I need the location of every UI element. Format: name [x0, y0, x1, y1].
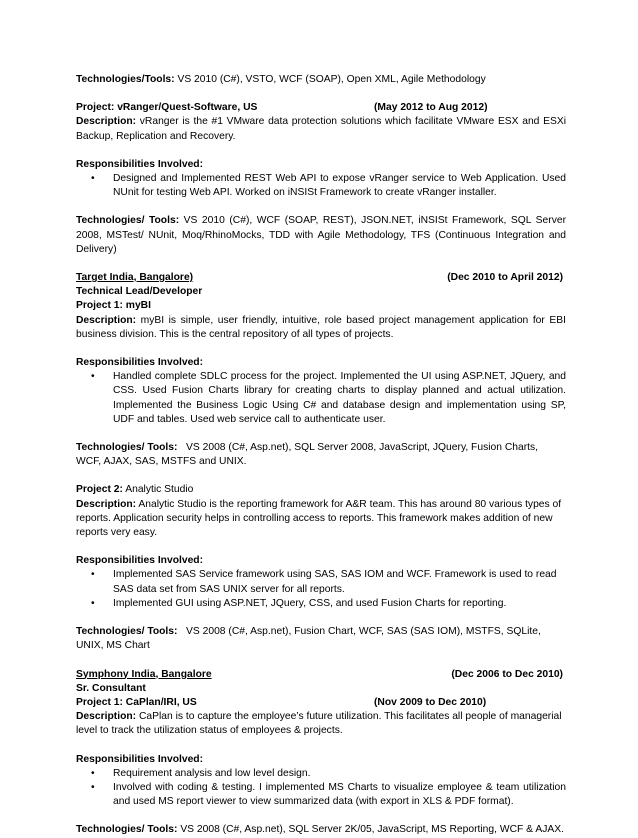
description-label: Description: — [76, 314, 137, 326]
project-title: Project 1: myBI — [76, 300, 151, 312]
technologies-value: VS 2008 (C#, Asp.net), SQL Server 2008, JavaScript, JQuery, Fusion Charts, WCF, AJAX, SAS, MSTFS and UNIX. — [76, 442, 541, 468]
project-title: Project: vRanger/Quest-Software, US — [76, 102, 258, 114]
company-name: Symphony India, Bangalore — [76, 668, 212, 680]
project-header — [76, 696, 566, 710]
technologies-line — [76, 441, 566, 469]
technologies-label: Technologies/ Tools: — [76, 442, 178, 454]
project-name: Analytic Studio — [122, 484, 194, 496]
bullet-icon: • — [91, 767, 95, 779]
list-item — [76, 172, 566, 200]
responsibilities-list — [76, 767, 566, 810]
list-item — [76, 597, 566, 611]
description-value: Analytic Studio is the reporting framework for A&R team. This has around 80 various types of reports. Application security helps in controlling access to reports. This framework makes addition of new reports very easy. — [76, 498, 562, 539]
technologies-label: Technologies/ Tools: — [76, 215, 180, 227]
project-date: (May 2012 to Aug 2012) — [374, 102, 488, 114]
company-name: Target India, Bangalore) — [76, 272, 194, 284]
responsibilities-list — [76, 568, 566, 611]
project-description — [76, 115, 566, 143]
technologies-value: VS 2008 (C#, Asp.net), Fusion Chart, WCF, SAS (SAS IOM), MSTFS, SQLite, UNIX, MS Chart — [76, 626, 544, 652]
technologies-line — [76, 625, 566, 653]
list-item-text: Handled complete SDLC process for the project. Implemented the UI using ASP.NET, JQuery, and CSS. Used Fusion Charts library for creating charts to display planned and actual utilization. Implemented the Business Logic Using C# and database design and implementation using SP, UDF and tables. Used web service call to authenticate user. — [113, 371, 566, 425]
list-item-text: Involved with coding & testing. I implemented MS Charts to visualize employee & team utilization and used MS report viewer to view summarized data (with export in XLS & PDF format). — [113, 781, 566, 808]
company-date: (Dec 2006 to Dec 2010) — [451, 668, 563, 680]
list-item — [76, 767, 566, 781]
list-item — [76, 781, 566, 809]
bullet-icon: • — [91, 173, 95, 185]
technologies-value: VS 2008 (C#, Asp.net), SQL Server 2K/05, JavaScript, MS Reporting, WCF & AJAX. — [177, 824, 564, 836]
tech-tools-line — [76, 73, 566, 87]
role-title: Technical Lead/Developer — [76, 286, 203, 298]
role-title: Sr. Consultant — [76, 682, 146, 694]
responsibilities-heading: Responsibilities Involved: — [76, 357, 204, 369]
technologies-line — [76, 214, 566, 257]
description-value: vRanger is the #1 VMware data protection solutions which facilitate VMware ESX and ESXi Backup, Replication and Recovery. — [76, 116, 566, 142]
bullet-icon: • — [91, 371, 95, 383]
project-date: (Nov 2009 to Dec 2010) — [374, 696, 487, 708]
project-description — [76, 498, 566, 541]
list-item — [76, 568, 566, 596]
responsibilities-heading: Responsibilities Involved: — [76, 555, 204, 567]
responsibilities-list — [76, 172, 566, 200]
technologies-value: VS 2010 (C#), WCF (SOAP, REST), JSON.NET, iNSISt Framework, SQL Server 2008, MSTest/ NUnit, Moq/RhinoMocks, TDD with Agile Methodology, TFS (Continuous Integration and Delivery) — [76, 215, 566, 255]
bullet-icon: • — [91, 569, 95, 581]
project-title: Project 1: CaPlan/IRI, US — [76, 696, 197, 708]
bullet-icon: • — [91, 781, 95, 793]
responsibilities-list — [76, 370, 566, 427]
responsibilities-heading: Responsibilities Involved: — [76, 158, 204, 170]
company-header — [76, 271, 566, 285]
tech-tools-value: VS 2010 (C#), VSTO, WCF (SOAP), Open XML, Agile Methodology — [174, 74, 486, 85]
project-title — [76, 483, 566, 497]
description-value: CaPlan is to capture the employee’s future utilization. This facilitates all people of managerial level to track the utilization status of employees & projects. — [76, 711, 562, 737]
list-item-text: Implemented SAS Service framework using SAS, SAS IOM and WCF. Framework is used to read SAS data set from SAS UNIX server for all reports. — [113, 569, 557, 595]
project-header — [76, 101, 566, 115]
project-description — [76, 710, 566, 738]
project-label: Project 2: — [76, 484, 123, 496]
company-date: (Dec 2010 to April 2012) — [447, 272, 563, 284]
responsibilities-heading: Responsibilities Involved: — [76, 753, 204, 765]
description-label: Description: — [76, 116, 137, 128]
tech-tools-label: Technologies/Tools: — [76, 74, 175, 85]
description-label: Description: — [76, 498, 137, 510]
technologies-label: Technologies/ Tools: — [76, 824, 178, 836]
list-item-text: Requirement analysis and low level design. — [113, 767, 311, 779]
company-header — [76, 668, 566, 682]
technologies-label: Technologies/ Tools: — [76, 626, 178, 638]
project-description — [76, 314, 566, 342]
list-item-text: Designed and Implemented REST Web API to expose vRanger service to Web Application. Used NUnit for testing Web API. Worked on iNSISt Framework to create vRanger installer. — [113, 173, 566, 199]
technologies-line — [76, 823, 566, 837]
bullet-icon: • — [91, 597, 95, 609]
list-item-text: Implemented GUI using ASP.NET, JQuery, CSS, and used Fusion Charts for reporting. — [113, 597, 507, 609]
resume-page — [76, 73, 566, 838]
description-label: Description: — [76, 711, 137, 723]
description-value: myBI is simple, user friendly, intuitive, role based project management application for EBI business division. This is the central repository of all types of projects. — [76, 314, 566, 340]
list-item — [76, 370, 566, 427]
